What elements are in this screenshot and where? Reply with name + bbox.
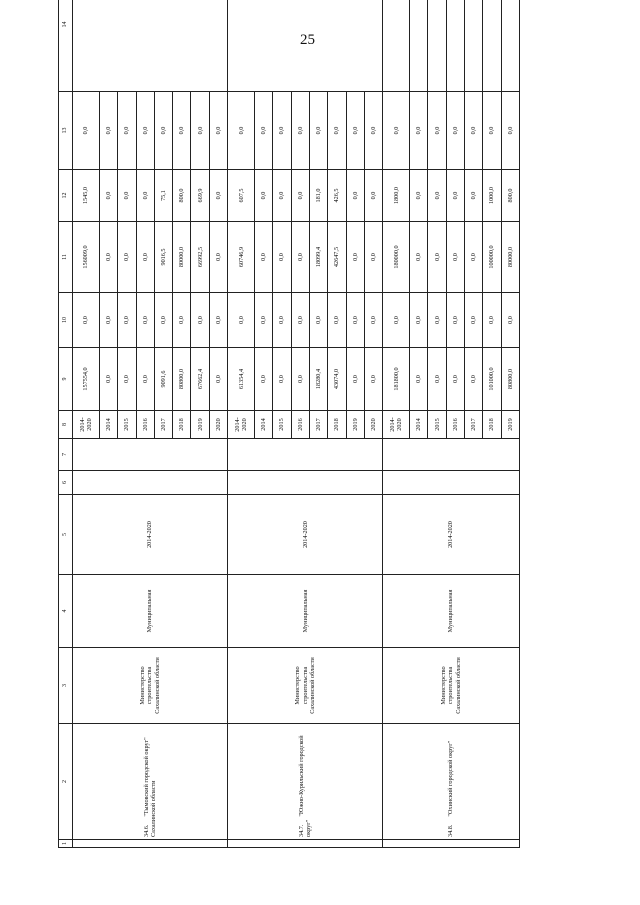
value-cell: 0,0 <box>255 293 273 348</box>
header-row <box>59 0 73 848</box>
value-cell: 607,5 <box>228 170 255 222</box>
value-cell: 0,0 <box>100 222 118 293</box>
page-number: 25 <box>300 32 315 48</box>
value-cell: 101000,0 <box>483 348 501 411</box>
value-cell: 0,0 <box>465 348 483 411</box>
value-cell: 0,0 <box>291 293 309 348</box>
item-number: 34.7. <box>297 824 305 837</box>
value-cell: 0,0 <box>191 293 209 348</box>
value-cell: 0,0 <box>346 92 364 170</box>
value-cell: 0,0 <box>428 92 446 170</box>
value-cell: 0,0 <box>255 222 273 293</box>
value-cell: 800,0 <box>173 170 191 222</box>
item-number: 34.6. <box>142 824 150 837</box>
value-cell: 0,0 <box>328 92 346 170</box>
year-cell: 2015 <box>273 411 291 439</box>
value-cell: 0,0 <box>346 293 364 348</box>
value-cell: 0,0 <box>209 92 227 170</box>
value-cell: 0,0 <box>483 293 501 348</box>
value-cell: 0,0 <box>136 170 154 222</box>
object-name: "Тымовский городской округ" Сахалинской области <box>142 737 158 837</box>
empty-cell <box>501 0 519 92</box>
value-cell: 43074,0 <box>328 348 346 411</box>
value-cell: 0,0 <box>118 92 136 170</box>
value-cell: 0,0 <box>273 170 291 222</box>
col-header: 13 <box>59 92 73 170</box>
value-cell: 0,0 <box>465 170 483 222</box>
col-header: 8 <box>59 411 73 439</box>
value-cell: 0,0 <box>273 92 291 170</box>
empty-cell <box>73 439 228 471</box>
value-cell: 0,0 <box>410 348 428 411</box>
value-cell: 0,0 <box>100 293 118 348</box>
value-cell: 0,0 <box>291 348 309 411</box>
empty-cell <box>383 471 520 495</box>
value-cell: 0,0 <box>273 293 291 348</box>
value-cell: 0,0 <box>446 222 464 293</box>
value-cell: 156009,0 <box>73 222 100 293</box>
value-cell: 0,0 <box>228 92 255 170</box>
value-cell: 0,0 <box>346 222 364 293</box>
value-cell: 0,0 <box>118 348 136 411</box>
value-cell: 0,0 <box>483 92 501 170</box>
value-cell: 0,0 <box>364 222 382 293</box>
value-cell: 0,0 <box>309 92 327 170</box>
value-cell: 1545,0 <box>73 170 100 222</box>
col-header: 2 <box>59 724 73 840</box>
value-cell: 0,0 <box>428 170 446 222</box>
year-cell: 2018 <box>173 411 191 439</box>
value-cell: 80000,0 <box>501 222 519 293</box>
value-cell: 1000,0 <box>483 170 501 222</box>
value-cell: 0,0 <box>154 92 172 170</box>
year-cell: 2015 <box>118 411 136 439</box>
year-cell: 2017 <box>154 411 172 439</box>
row-num-cell <box>73 840 228 848</box>
value-cell: 0,0 <box>136 92 154 170</box>
value-cell: 80800,0 <box>173 348 191 411</box>
col-header: 7 <box>59 439 73 471</box>
value-cell: 0,0 <box>73 293 100 348</box>
value-cell: 180000,0 <box>383 222 410 293</box>
table-row <box>228 0 255 848</box>
empty-cell <box>465 0 483 92</box>
year-cell: 2018 <box>328 411 346 439</box>
value-cell: 0,0 <box>118 170 136 222</box>
value-cell: 66992,5 <box>191 222 209 293</box>
empty-cell <box>410 0 428 92</box>
type-cell: Муниципальная <box>383 575 520 648</box>
value-cell: 18280,4 <box>309 348 327 411</box>
value-cell: 0,0 <box>364 293 382 348</box>
col-header: 9 <box>59 348 73 411</box>
value-cell: 60746,9 <box>228 222 255 293</box>
year-cell: 2019 <box>501 411 519 439</box>
value-cell: 0,0 <box>228 293 255 348</box>
value-cell: 426,5 <box>328 170 346 222</box>
value-cell: 0,0 <box>255 348 273 411</box>
value-cell: 0,0 <box>501 92 519 170</box>
value-cell: 0,0 <box>383 92 410 170</box>
value-cell: 0,0 <box>446 170 464 222</box>
value-cell: 0,0 <box>173 92 191 170</box>
value-cell: 0,0 <box>136 348 154 411</box>
empty-cell <box>446 0 464 92</box>
value-cell: 42647,5 <box>328 222 346 293</box>
value-cell: 0,0 <box>100 170 118 222</box>
year-cell: 2020 <box>364 411 382 439</box>
value-cell: 0,0 <box>410 170 428 222</box>
value-cell: 100000,0 <box>483 222 501 293</box>
value-cell: 0,0 <box>346 170 364 222</box>
value-cell: 0,0 <box>100 348 118 411</box>
value-cell: 9091,6 <box>154 348 172 411</box>
empty-cell <box>428 0 446 92</box>
year-cell: 2014 <box>255 411 273 439</box>
col-header: 3 <box>59 648 73 724</box>
value-cell: 0,0 <box>383 293 410 348</box>
value-cell: 0,0 <box>255 170 273 222</box>
value-cell: 0,0 <box>501 293 519 348</box>
col-header: 6 <box>59 471 73 495</box>
ministry-cell: Министерство строительства Сахалинской области <box>383 648 520 724</box>
value-cell: 0,0 <box>428 348 446 411</box>
ministry-cell: Министерство строительства Сахалинской области <box>228 648 383 724</box>
col-header: 11 <box>59 222 73 293</box>
value-cell: 800,0 <box>501 170 519 222</box>
empty-cell <box>383 439 520 471</box>
data-table <box>58 0 520 848</box>
period-cell: 2014-2020 <box>228 495 383 575</box>
empty-cell <box>73 471 228 495</box>
year-cell: 2018 <box>483 411 501 439</box>
period-cell: 2014-2020 <box>383 495 520 575</box>
col-header: 10 <box>59 293 73 348</box>
value-cell: 0,0 <box>428 222 446 293</box>
table-row <box>73 0 100 848</box>
value-cell: 0,0 <box>465 293 483 348</box>
type-cell: Муниципальная <box>228 575 383 648</box>
value-cell: 669,9 <box>191 170 209 222</box>
row-num-cell <box>383 840 520 848</box>
year-cell: 2016 <box>291 411 309 439</box>
col-header: 12 <box>59 170 73 222</box>
col-header: 1 <box>59 840 73 848</box>
value-cell: 157554,0 <box>73 348 100 411</box>
value-cell: 0,0 <box>118 293 136 348</box>
year-cell: 2014 <box>100 411 118 439</box>
empty-cell <box>383 0 410 92</box>
value-cell: 61354,4 <box>228 348 255 411</box>
value-cell: 0,0 <box>410 222 428 293</box>
value-cell: 0,0 <box>465 92 483 170</box>
value-cell: 0,0 <box>73 92 100 170</box>
value-cell: 0,0 <box>136 222 154 293</box>
value-cell: 0,0 <box>446 293 464 348</box>
value-cell: 80000,0 <box>173 222 191 293</box>
value-cell: 0,0 <box>410 293 428 348</box>
value-cell: 67662,4 <box>191 348 209 411</box>
value-cell: 80800,0 <box>501 348 519 411</box>
value-cell: 0,0 <box>100 92 118 170</box>
year-cell: 2017 <box>465 411 483 439</box>
value-cell: 181800,0 <box>383 348 410 411</box>
empty-cell <box>228 439 383 471</box>
value-cell: 0,0 <box>255 92 273 170</box>
value-cell: 9016,5 <box>154 222 172 293</box>
empty-cell <box>228 471 383 495</box>
ministry-cell: Министерство строительства Сахалинской области <box>73 648 228 724</box>
value-cell: 181,0 <box>309 170 327 222</box>
value-cell: 0,0 <box>428 293 446 348</box>
year-cell: 2015 <box>428 411 446 439</box>
type-cell: Муниципальная <box>73 575 228 648</box>
empty-cell <box>483 0 501 92</box>
year-cell: 2014 <box>410 411 428 439</box>
year-cell: 2014-2020 <box>73 411 100 439</box>
value-cell: 0,0 <box>118 222 136 293</box>
row-num-cell <box>228 840 383 848</box>
empty-cell <box>73 0 228 92</box>
year-cell: 2014-2020 <box>228 411 255 439</box>
rotated-table-wrapper <box>58 21 564 848</box>
object-name: "Охинский городской округ" <box>447 740 455 817</box>
empty-cell <box>228 0 383 92</box>
year-cell: 2016 <box>136 411 154 439</box>
value-cell: 0,0 <box>465 222 483 293</box>
value-cell: 0,0 <box>291 222 309 293</box>
value-cell: 0,0 <box>364 348 382 411</box>
item-number: 34.8. <box>447 824 455 837</box>
value-cell: 18099,4 <box>309 222 327 293</box>
value-cell: 0,0 <box>191 92 209 170</box>
value-cell: 0,0 <box>273 348 291 411</box>
col-header: 5 <box>59 495 73 575</box>
value-cell: 0,0 <box>209 170 227 222</box>
value-cell: 0,0 <box>154 293 172 348</box>
year-cell: 2017 <box>309 411 327 439</box>
value-cell: 0,0 <box>209 293 227 348</box>
table-row <box>383 0 410 848</box>
year-cell: 2016 <box>446 411 464 439</box>
year-cell: 2019 <box>346 411 364 439</box>
value-cell: 0,0 <box>291 170 309 222</box>
value-cell: 0,0 <box>364 170 382 222</box>
value-cell: 0,0 <box>209 222 227 293</box>
period-cell: 2014-2020 <box>73 495 228 575</box>
value-cell: 0,0 <box>309 293 327 348</box>
year-cell: 2014-2020 <box>383 411 410 439</box>
col-header: 14 <box>59 0 73 92</box>
year-cell: 2020 <box>209 411 227 439</box>
value-cell: 0,0 <box>136 293 154 348</box>
value-cell: 0,0 <box>173 293 191 348</box>
year-cell: 2019 <box>191 411 209 439</box>
object-name: "Южно-Курильский городской округ" <box>297 735 313 837</box>
value-cell: 0,0 <box>328 293 346 348</box>
value-cell: 0,0 <box>273 222 291 293</box>
value-cell: 0,0 <box>446 92 464 170</box>
value-cell: 0,0 <box>209 348 227 411</box>
value-cell: 0,0 <box>446 348 464 411</box>
col-header: 4 <box>59 575 73 648</box>
value-cell: 75,1 <box>154 170 172 222</box>
value-cell: 0,0 <box>291 92 309 170</box>
value-cell: 0,0 <box>410 92 428 170</box>
value-cell: 0,0 <box>346 348 364 411</box>
value-cell: 0,0 <box>364 92 382 170</box>
value-cell: 1800,0 <box>383 170 410 222</box>
